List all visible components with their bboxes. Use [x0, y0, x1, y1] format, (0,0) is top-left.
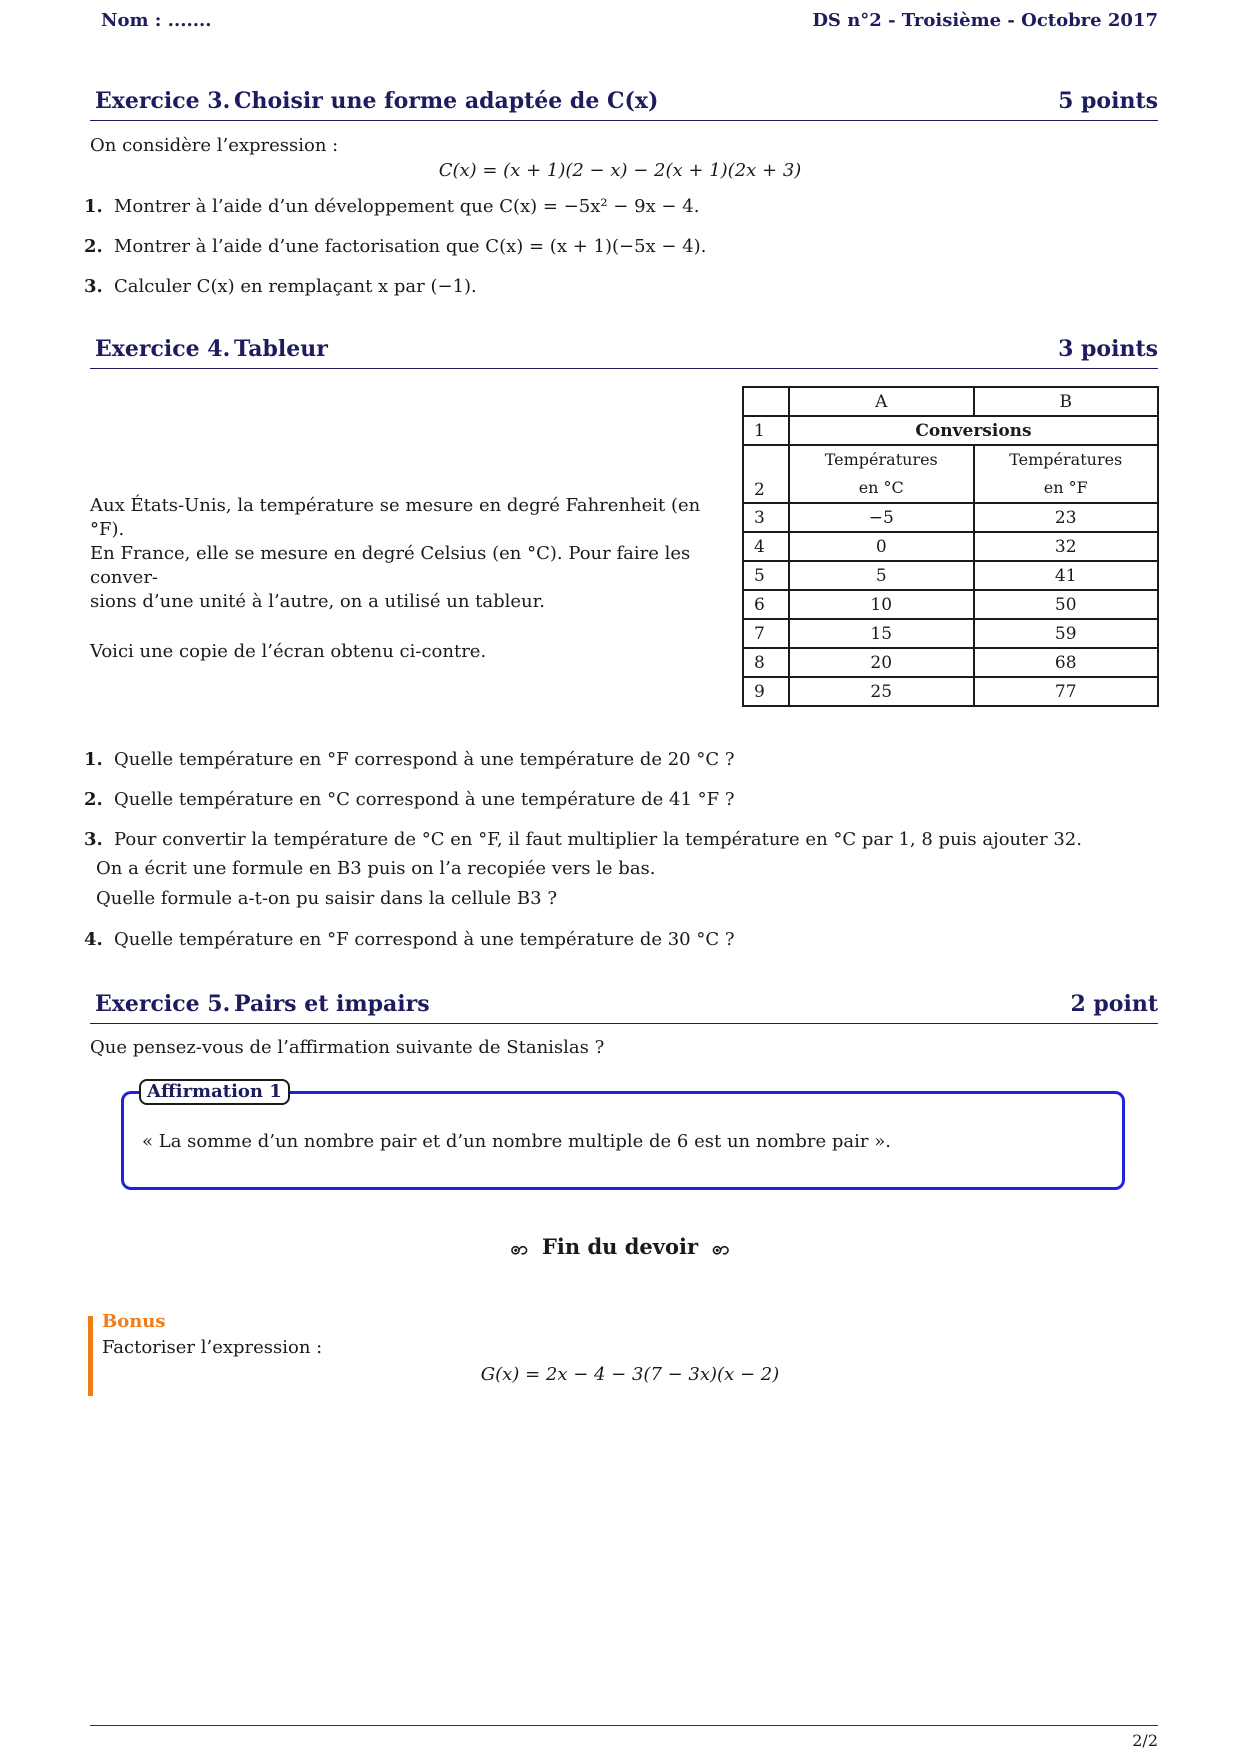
text-line: En France, elle se mesure en degré Celsius (en °C). Pour faire les conver-: [90, 543, 691, 588]
row-label: 2: [743, 445, 789, 503]
exercise-3-question-2: [84, 233, 706, 261]
cell-line: Températures: [824, 450, 938, 469]
row-label: 9: [743, 677, 789, 706]
cell-a: −5: [789, 503, 974, 532]
question-text: Quelle température en °F correspond à une température de 20 °C ?: [114, 749, 735, 770]
exercise-3-intro: On considère l’expression :: [90, 135, 339, 156]
cell-a: 25: [789, 677, 974, 706]
table-row: [743, 619, 1158, 648]
exercise-4-title: Tableur: [234, 336, 328, 362]
cell-a: 0: [789, 532, 974, 561]
table-row: [743, 648, 1158, 677]
footer-rule: [90, 1725, 1158, 1726]
row-label: 4: [743, 532, 789, 561]
table-row: [743, 503, 1158, 532]
cell-b: 41: [974, 561, 1159, 590]
question-number: 1.: [84, 196, 103, 217]
exercise-3-number: Exercice 3.: [95, 88, 231, 114]
cell-line: en °F: [1043, 478, 1088, 497]
sheet-header-a: [789, 445, 974, 503]
cell-line: en °C: [858, 478, 904, 497]
sheet-row-1: [743, 416, 1158, 445]
question-number: 2.: [84, 236, 103, 257]
sheet-row-2: [743, 445, 1158, 503]
exercise-3-heading: [90, 88, 1158, 121]
question-text: Montrer à l’aide d’un développement que C(x) = −5x² − 9x − 4.: [114, 196, 700, 217]
exercise-3-points: 5 points: [1058, 88, 1158, 114]
cell-a: 5: [789, 561, 974, 590]
question-number: 1.: [84, 749, 103, 770]
question-text: Calculer C(x) en remplaçant x par (−1).: [114, 276, 477, 297]
table-row: [743, 561, 1158, 590]
ornament-left-icon: ꩦ: [510, 1238, 528, 1259]
header-name-field: Nom : .......: [101, 10, 212, 31]
question-text: Montrer à l’aide d’une factorisation que C(x) = (x + 1)(−5x − 4).: [114, 236, 707, 257]
sheet-corner-cell: [743, 387, 789, 416]
question-number: 4.: [84, 929, 103, 950]
cell-line: Températures: [1009, 450, 1123, 469]
question-number: 2.: [84, 789, 103, 810]
exercise-5-title: Pairs et impairs: [234, 991, 430, 1017]
row-label: 5: [743, 561, 789, 590]
question-number: 3.: [84, 829, 103, 850]
exercise-4-text: [90, 494, 730, 664]
bonus-equation: G(x) = 2x − 4 − 3(7 − 3x)(x − 2): [480, 1364, 780, 1385]
exercise-5-intro: Que pensez-vous de l’affirmation suivante de Stanislas ?: [90, 1037, 605, 1058]
cell-a: 10: [789, 590, 974, 619]
exercise-4-question-3: [84, 826, 1164, 914]
text-line: sions d’une unité à l’autre, on a utilisé un tableur.: [90, 591, 545, 612]
exercise-3-equation: C(x) = (x + 1)(2 − x) − 2(x + 1)(2x + 3): [438, 160, 802, 181]
text-line: Aux États-Unis, la température se mesure en degré Fahrenheit (en °F).: [90, 495, 701, 540]
page-number: 2/2: [1132, 1731, 1158, 1750]
header-exam-info: DS n°2 - Troisième - Octobre 2017: [812, 10, 1158, 31]
row-label: 3: [743, 503, 789, 532]
sheet-title-cell: Conversions: [789, 416, 1158, 445]
exercise-5-points: 2 point: [1070, 991, 1158, 1017]
bonus-title: Bonus: [102, 1311, 166, 1332]
sheet-header-b: [974, 445, 1159, 503]
row-label: 8: [743, 648, 789, 677]
sheet-col-a: A: [789, 387, 974, 416]
cell-b: 32: [974, 532, 1159, 561]
exercise-5-heading: [90, 991, 1158, 1024]
cell-a: 20: [789, 648, 974, 677]
exercise-3-question-1: [84, 193, 699, 221]
ornament-right-icon: ꩦ: [712, 1238, 730, 1259]
row-label: 7: [743, 619, 789, 648]
exercise-3-title: Choisir une forme adaptée de C(x): [234, 88, 659, 114]
text-line: Voici une copie de l’écran obtenu ci-contre.: [90, 641, 487, 662]
row-label: 1: [743, 416, 789, 445]
table-row: [743, 532, 1158, 561]
question-text: Pour convertir la température de °C en °F, il faut multiplier la température en °C par 1, 8 puis ajouter 32.: [114, 829, 1082, 850]
exercise-4-question-2: [84, 786, 735, 814]
bonus-text: Factoriser l’expression :: [102, 1337, 323, 1358]
cell-b: 23: [974, 503, 1159, 532]
question-text: Quelle température en °F correspond à une température de 30 °C ?: [114, 929, 735, 950]
exercise-3-question-3: [84, 273, 477, 301]
cell-b: 59: [974, 619, 1159, 648]
exercise-4-question-4: [84, 926, 735, 954]
exercise-4-number: Exercice 4.: [95, 336, 231, 362]
affirmation-label: Affirmation 1: [139, 1079, 290, 1105]
table-row: [743, 677, 1158, 706]
exercise-4-question-1: [84, 746, 735, 774]
affirmation-text: « La somme d’un nombre pair et d’un nombre multiple de 6 est un nombre pair ».: [142, 1131, 891, 1152]
sheet-col-b: B: [974, 387, 1159, 416]
spreadsheet-table: [742, 386, 1159, 707]
row-label: 6: [743, 590, 789, 619]
question-3-line-2: On a écrit une formule en B3 puis on l’a recopiée vers le bas.: [96, 858, 656, 879]
question-3-line-3: Quelle formule a-t-on pu saisir dans la cellule B3 ?: [96, 888, 557, 909]
exercise-5-number: Exercice 5.: [95, 991, 231, 1017]
end-of-exam: [0, 1234, 1240, 1263]
cell-b: 77: [974, 677, 1159, 706]
sheet-header-row: [743, 387, 1158, 416]
exercise-4-points: 3 points: [1058, 336, 1158, 362]
end-text: Fin du devoir: [541, 1234, 699, 1259]
cell-b: 68: [974, 648, 1159, 677]
cell-b: 50: [974, 590, 1159, 619]
table-row: [743, 590, 1158, 619]
exercise-4-heading: [90, 336, 1158, 369]
question-text: Quelle température en °C correspond à une température de 41 °F ?: [114, 789, 735, 810]
question-number: 3.: [84, 276, 103, 297]
cell-a: 15: [789, 619, 974, 648]
